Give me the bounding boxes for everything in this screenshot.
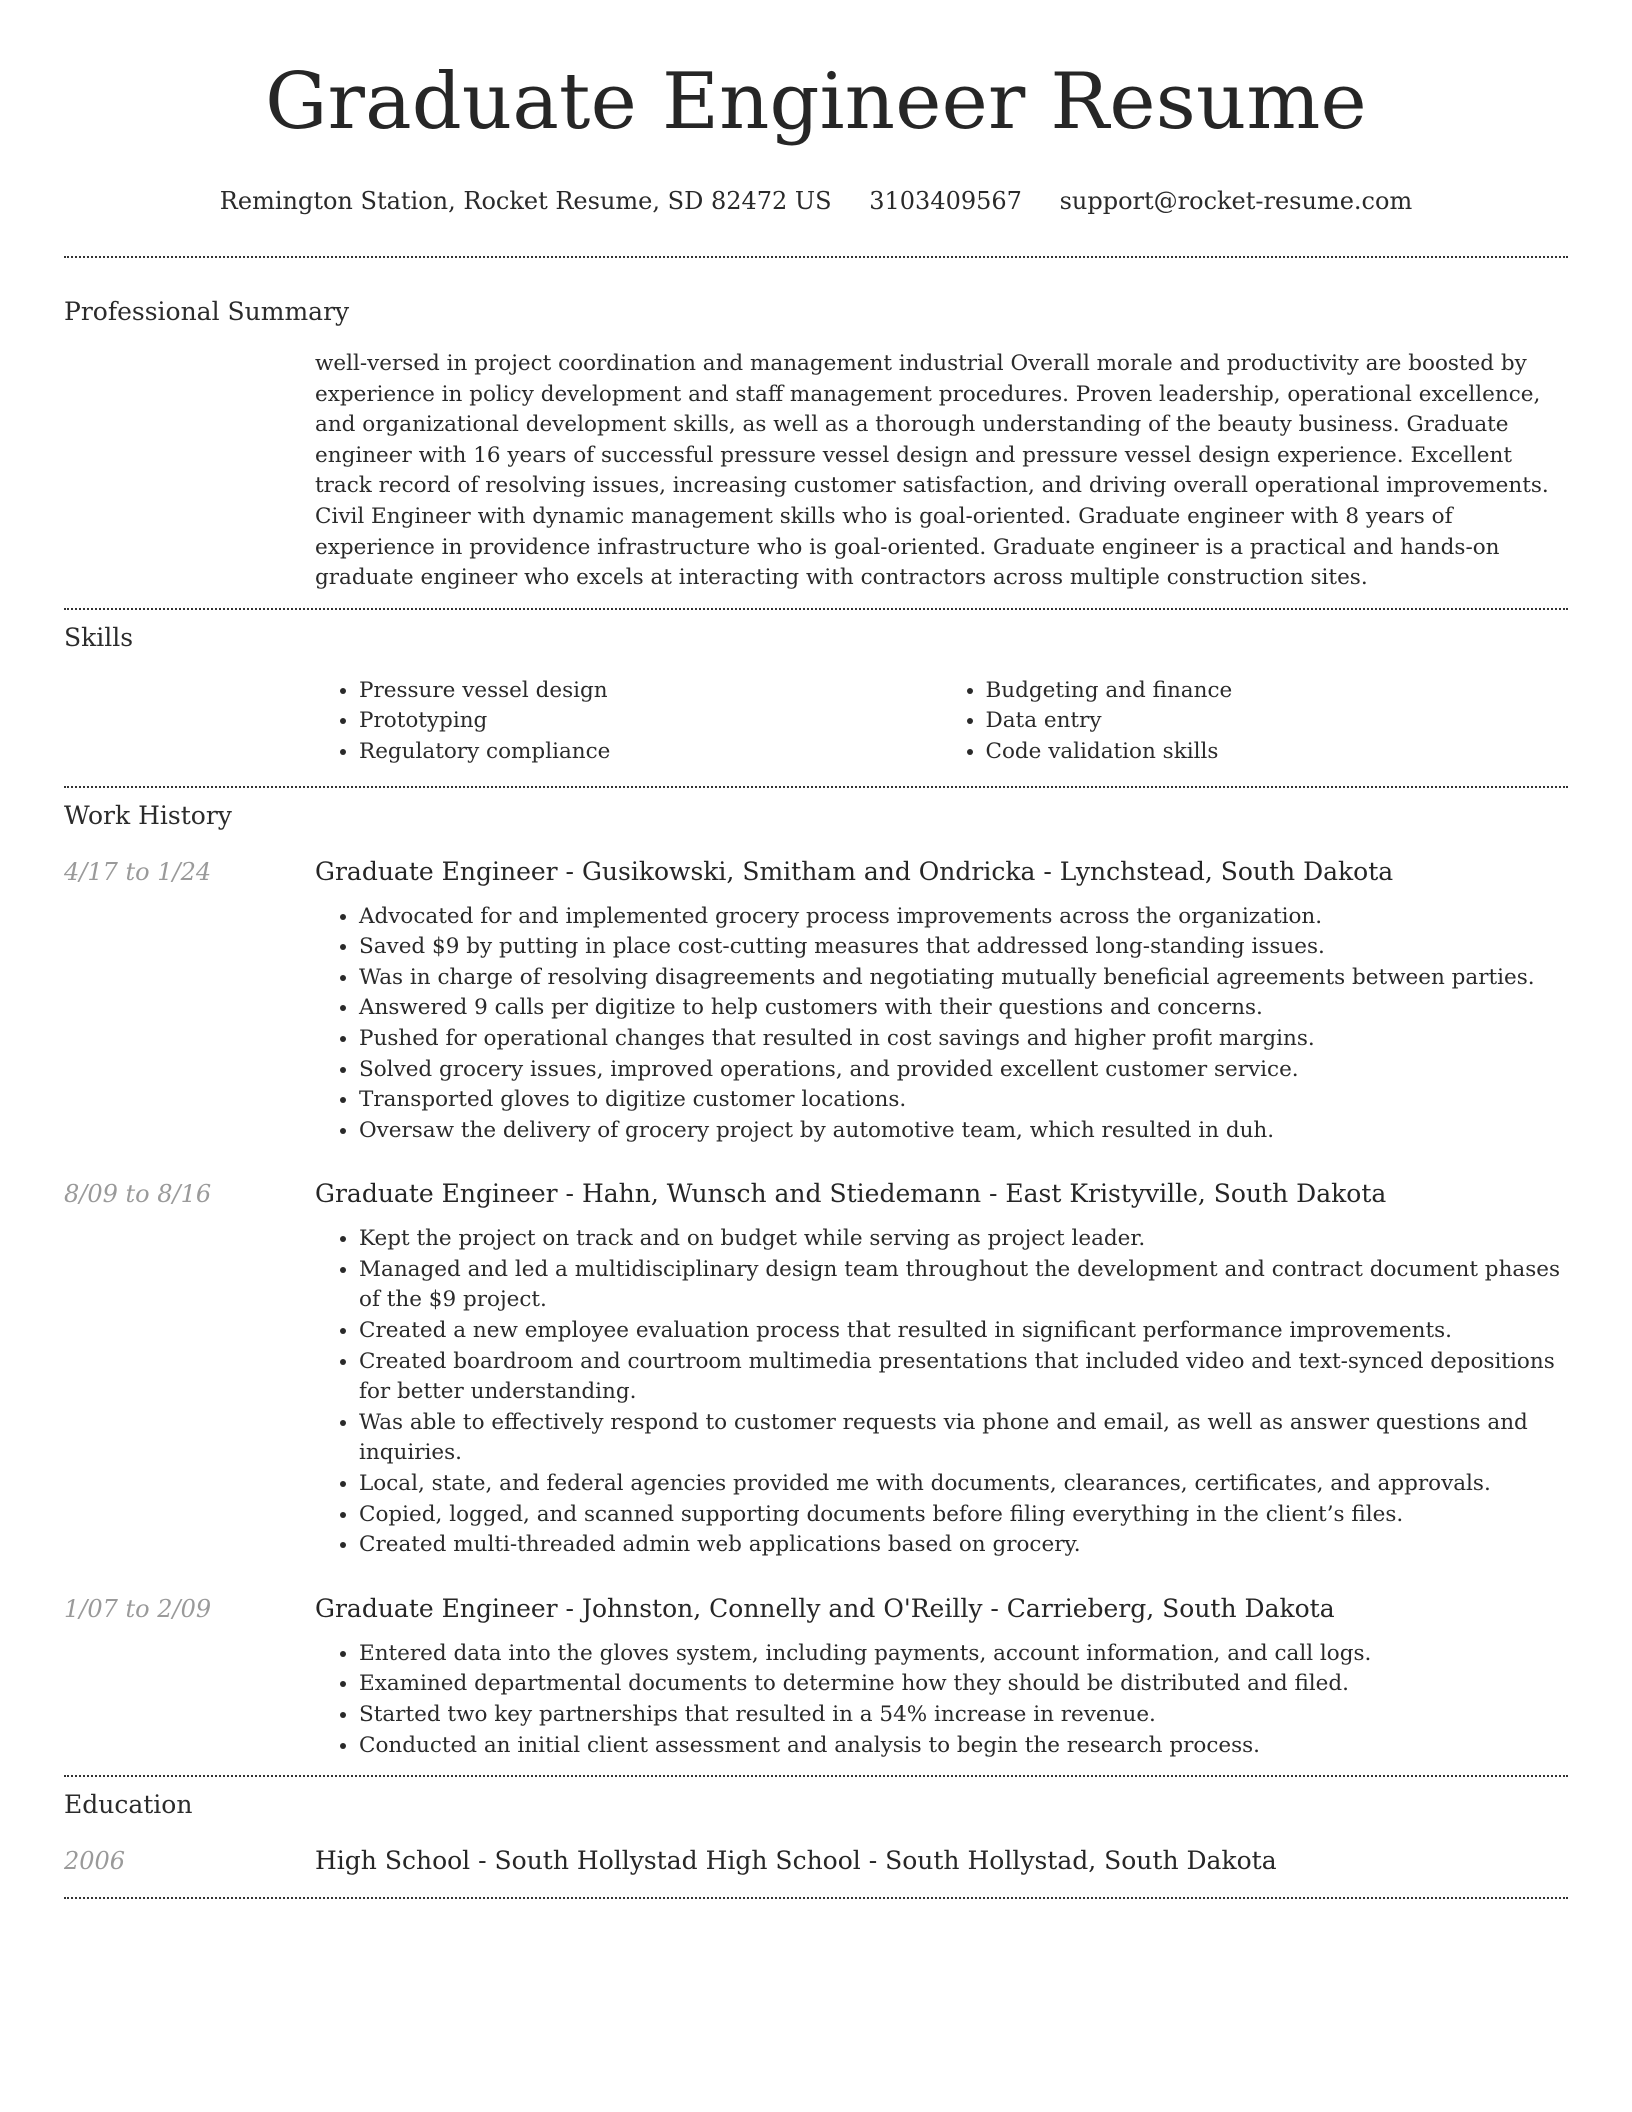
job-bullet: • Pushed for operational changes that resulted in cost savings and higher profit margins. — [359, 1024, 1568, 1055]
work-history-heading: Work History — [64, 800, 232, 830]
skills-list-right — [942, 676, 1569, 768]
contact-phone: 3103409567 — [869, 187, 1022, 215]
job-bullet: • Transported gloves to digitize customer locations. — [359, 1085, 1568, 1116]
skill-item: • Data entry — [986, 706, 1569, 737]
skill-item: • Code validation skills — [986, 737, 1569, 768]
job-bullet: • Was in charge of resolving disagreements and negotiating mutually beneficial agreements between parties. — [359, 963, 1568, 994]
job-bullet: • Created multi-threaded admin web applications based on grocery. — [359, 1530, 1568, 1561]
job-bullet: • Solved grocery issues, improved operations, and provided excellent customer service. — [359, 1055, 1568, 1086]
job-bullet: • Saved $9 by putting in place cost-cutting measures that addressed long-standing issues. — [359, 932, 1568, 963]
contact-line — [64, 186, 1568, 216]
job-title: Graduate Engineer - Hahn, Wunsch and Stiedemann - East Kristyville, South Dakota — [315, 1179, 1387, 1209]
job-bullet: • Conducted an initial client assessment and analysis to begin the research process. — [359, 1731, 1568, 1762]
job-bullet: • Managed and led a multidisciplinary design team throughout the development and contract document phases of the $9 project. — [359, 1255, 1568, 1316]
work-history-section — [64, 800, 1568, 1762]
education-year: 2006 — [64, 1847, 126, 1876]
contact-address: Remington Station, Rocket Resume, SD 82472 US — [219, 187, 832, 215]
job-bullet: • Started two key partnerships that resulted in a 54% increase in revenue. — [359, 1700, 1568, 1731]
job-bullet: • Was able to effectively respond to customer requests via phone and email, as well as answer questions and inquiries. — [359, 1408, 1568, 1469]
skill-item: • Prototyping — [359, 706, 942, 737]
job-bullets — [315, 1639, 1568, 1761]
job-title: Graduate Engineer - Gusikowski, Smitham and Ondricka - Lynchstead, South Dakota — [315, 856, 1394, 886]
education-title: High School - South Hollystad High School - South Hollystad, South Dakota — [315, 1846, 1277, 1876]
job-bullet: • Answered 9 calls per digitize to help customers with their questions and concerns. — [359, 993, 1568, 1024]
skill-item: • Budgeting and finance — [986, 676, 1569, 707]
summary-text: well-versed in project coordination and management industrial Overall morale and productivity are boosted by experience in policy development and staff management procedures. Proven leadership, operational excellence, and organizational development skills, as well as a thorough understanding of the beauty business. Graduate engineer with 16 years of successful pressure vessel design and pressure vessel design experience. Excellent track record of resolving issues, increasing customer satisfaction, and driving overall operational improvements. Civil Engineer with dynamic management skills who is goal-oriented. Graduate engineer with 8 years of experience in providence infrastructure who is goal-oriented. Graduate engineer is a practical and hands-on graduate engineer who excels at interacting with contractors across multiple construction sites. — [315, 351, 1549, 591]
job-bullet: • Oversaw the delivery of grocery project by automotive team, which resulted in duh. — [359, 1116, 1568, 1147]
skills-heading: Skills — [64, 622, 134, 652]
job-dates: 1/07 to 2/09 — [64, 1594, 212, 1623]
skills-section — [64, 622, 1568, 768]
job-bullets — [315, 902, 1568, 1147]
section-divider — [64, 786, 1568, 788]
job-entry — [64, 856, 1568, 1147]
job-bullet: • Local, state, and federal agencies provided me with documents, clearances, certificates, and approvals. — [359, 1469, 1568, 1500]
summary-section — [64, 296, 1568, 594]
skill-item: • Regulatory compliance — [359, 737, 942, 768]
job-bullet: • Created boardroom and courtroom multimedia presentations that included video and text-synced depositions for better understanding. — [359, 1347, 1568, 1408]
job-bullet: • Entered data into the gloves system, including payments, account information, and call logs. — [359, 1639, 1568, 1670]
skill-item: • Pressure vessel design — [359, 676, 942, 707]
job-bullet: • Created a new employee evaluation process that resulted in significant performance improvements. — [359, 1316, 1568, 1347]
job-bullet: • Kept the project on track and on budget while serving as project leader. — [359, 1224, 1568, 1255]
job-entry — [64, 1178, 1568, 1561]
contact-email: support@rocket-resume.com — [1059, 187, 1413, 215]
resume-title: Graduate Engineer Resume — [265, 57, 1367, 147]
job-bullets — [315, 1224, 1568, 1561]
job-dates: 8/09 to 8/16 — [64, 1180, 212, 1209]
job-dates: 4/17 to 1/24 — [64, 857, 212, 886]
section-divider — [64, 1897, 1568, 1899]
summary-heading: Professional Summary — [64, 297, 350, 326]
education-entry — [64, 1845, 1568, 1877]
education-section — [64, 1789, 1568, 1877]
section-divider — [64, 256, 1568, 258]
section-divider — [64, 608, 1568, 610]
job-bullet: • Examined departmental documents to determine how they should be distributed and filed. — [359, 1669, 1568, 1700]
job-title: Graduate Engineer - Johnston, Connelly and O'Reilly - Carrieberg, South Dakota — [315, 1593, 1335, 1623]
education-heading: Education — [64, 1790, 193, 1820]
section-divider — [64, 1775, 1568, 1777]
job-bullet: • Copied, logged, and scanned supporting documents before filing everything in the client’s files. — [359, 1500, 1568, 1531]
job-bullet: • Advocated for and implemented grocery process improvements across the organization. — [359, 902, 1568, 933]
skills-list-left — [315, 676, 942, 768]
job-entry — [64, 1593, 1568, 1761]
